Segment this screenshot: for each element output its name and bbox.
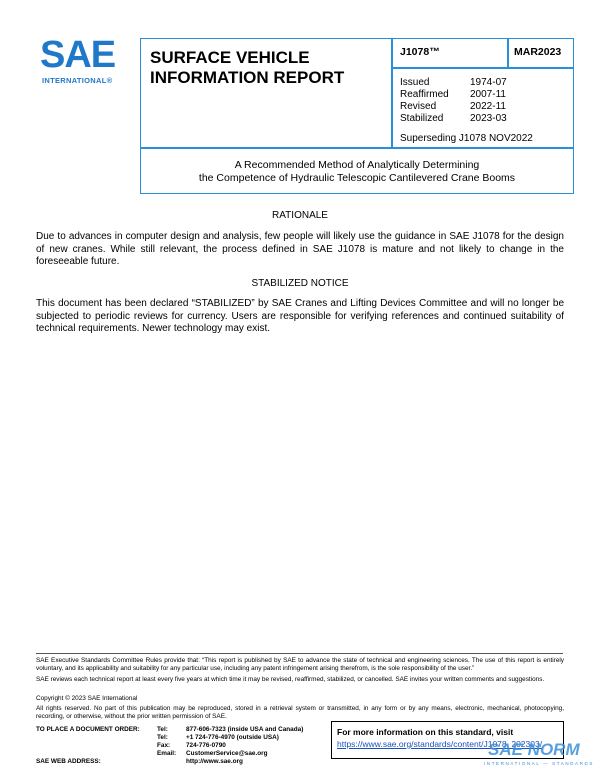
- doc-type-line1: SURFACE VEHICLE: [150, 48, 310, 67]
- doc-type-line2: INFORMATION REPORT: [150, 68, 345, 87]
- footer-rules-text: SAE Executive Standards Committee Rules provide that: “This report is published by SAE to advance the state of technical and engineering sciences. The use of this report is entirely voluntary, and its applicability and suitability for any particular use, including any patent infringement arising therefrom, is the sole responsibility of the user.”: [36, 657, 564, 672]
- watermark-subtitle: INTERNATIONAL — STANDARDS: [484, 761, 594, 766]
- contact-row: [157, 750, 268, 758]
- footer-divider: [36, 653, 563, 654]
- web-address-value[interactable]: http://www.sae.org: [186, 758, 243, 765]
- doc-code: J1078™: [400, 46, 440, 58]
- contact-key: Fax:: [157, 742, 171, 749]
- contact-value: 877-606-7323 (inside USA and Canada): [186, 726, 304, 733]
- subject-line2: the Competence of Hydraulic Telescopic Cantilevered Crane Booms: [198, 172, 516, 184]
- history-value: 2007-11: [470, 89, 506, 100]
- history-label: Reaffirmed: [400, 89, 449, 100]
- contact-key: Email:: [157, 750, 177, 757]
- contact-row: [157, 734, 279, 742]
- contact-row: [157, 726, 303, 734]
- rationale-heading: RATIONALE: [272, 210, 328, 221]
- history-value: 1974-07: [470, 77, 507, 88]
- doc-date: MAR2023: [514, 46, 562, 58]
- sae-norm-watermark: SAE NORM: [488, 740, 580, 759]
- order-label: TO PLACE A DOCUMENT ORDER:: [36, 726, 140, 733]
- footer-copyright: Copyright © 2023 SAE International: [36, 695, 138, 702]
- history-row-issued: [400, 77, 507, 89]
- footer-rights-text: All rights reserved. No part of this publication may be reproduced, stored in a retrieval system or transmitted, in any form or by any means, electronic, mechanical, photocopying, recording, or otherwise, without the prior written permission of SAE.: [36, 705, 564, 720]
- history-row-revised: [400, 101, 506, 113]
- history-label: Stabilized: [400, 113, 444, 124]
- web-address-label: SAE WEB ADDRESS:: [36, 758, 101, 765]
- rationale-text: Due to advances in computer design and analysis, few people will likely use the guidance in SAE J1078 for the design of new cranes. While still relevant, the process defined in SAE J1078 is mature and not likely to change in the foreseeable future.: [36, 231, 564, 267]
- more-info-title: For more information on this standard, visit: [337, 727, 514, 737]
- contact-value: +1 724-776-4970 (outside USA): [186, 734, 279, 741]
- stabilized-text: This document has been declared “STABILIZED” by SAE Cranes and Lifting Devices Committee and will no longer be subjected to periodic reviews for currency. Users are responsible for verifying references and continued suitability of technical requirements. Newer technology may exist.: [36, 298, 564, 334]
- superseding-note: Superseding J1078 NOV2022: [400, 133, 533, 144]
- sae-logo-subtitle: INTERNATIONAL®: [42, 76, 113, 85]
- contact-row: [157, 742, 226, 750]
- history-value: 2023-03: [470, 113, 507, 124]
- doc-type: [150, 48, 385, 88]
- history-row-reaffirmed: [400, 89, 506, 101]
- stabilized-heading: STABILIZED NOTICE: [251, 278, 349, 289]
- contact-value: CustomerService@sae.org: [186, 750, 268, 757]
- history-label: Issued: [400, 77, 430, 88]
- contact-key: Tel:: [157, 726, 168, 733]
- footer-review-text: SAE reviews each technical report at least every five years at which time it may be revised, reaffirmed, stabilized, or cancelled. SAE invites your written comments and suggestions.: [36, 676, 545, 683]
- history-row-stabilized: [400, 113, 507, 125]
- subject-line1: A Recommended Method of Analytically Determining: [234, 159, 480, 171]
- contact-value: 724-776-0790: [186, 742, 226, 749]
- document-subject: [140, 159, 574, 185]
- history-value: 2022-11: [470, 101, 506, 112]
- standard-link[interactable]: https://www.sae.org/standards/content/J1078_202303/: [337, 739, 543, 749]
- contact-key: Tel:: [157, 734, 168, 741]
- sae-logo: SAE: [40, 34, 116, 76]
- history-label: Revised: [400, 101, 437, 112]
